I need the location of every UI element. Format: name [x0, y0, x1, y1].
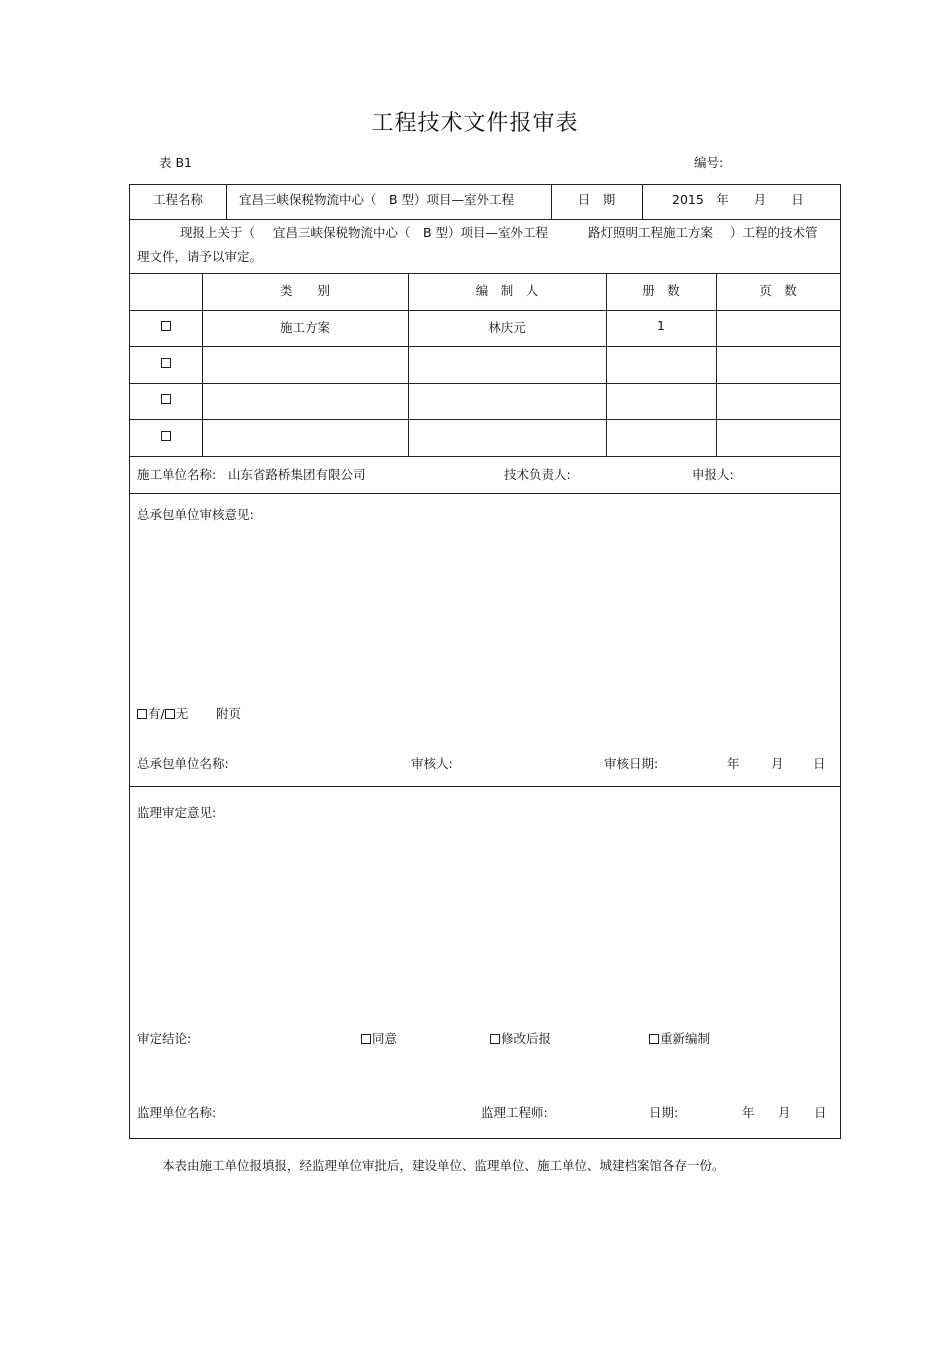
gc-name-label: 总承包单位名称:: [137, 756, 229, 771]
row-divider: [130, 456, 840, 457]
row-checkbox[interactable]: [130, 391, 202, 406]
col-divider: [606, 273, 607, 456]
tech-lead-label: 技术负责人:: [504, 467, 571, 482]
table-cell-volumes: 1: [657, 318, 665, 333]
row-checkbox[interactable]: [130, 428, 202, 443]
supervision-year: 年: [742, 1105, 755, 1120]
header-volumes: 册 数: [642, 283, 680, 298]
gc-review-date-label: 审核日期:: [604, 756, 659, 771]
declaration-plan: 路灯照明工程施工方案: [588, 225, 714, 240]
option-agree[interactable]: [361, 1029, 397, 1047]
review-form: [129, 184, 841, 1139]
table-cell-category: 施工方案: [279, 320, 330, 335]
supervision-opinion-label: 监理审定意见:: [137, 805, 217, 820]
supervision-engineer-label: 监理工程师:: [481, 1105, 548, 1120]
row-divider: [130, 219, 840, 220]
contractor-name-label: 施工单位名称:: [137, 467, 217, 482]
row-divider: [130, 383, 840, 384]
col-divider: [202, 273, 203, 456]
row-divider: [130, 310, 840, 311]
row-divider: [130, 346, 840, 347]
declaration-project: 宜昌三峡保税物流中心（ B 型）项目—室外工程: [273, 225, 549, 240]
supervision-unit-label: 监理单位名称:: [137, 1105, 217, 1120]
header-author: 编 制 人: [475, 283, 539, 298]
contractor-name-value: 山东省路桥集团有限公司: [228, 467, 366, 482]
col-divider: [642, 185, 643, 219]
gc-day: 日: [813, 756, 826, 771]
footer-note: 本表由施工单位报填报，经监理单位审批后，建设单位、监理单位、施工单位、城建档案馆各存一份。: [162, 1158, 725, 1173]
declaration-suffix: ）工程的技术管: [730, 225, 818, 240]
header-pages: 页 数: [759, 283, 797, 298]
serial-number-label: 编号:: [694, 155, 724, 170]
gc-year: 年: [727, 756, 740, 771]
none-label: 无: [175, 706, 189, 721]
declaration-line2: 理文件，请予以审定。: [137, 249, 263, 264]
header-category: 类 别: [279, 283, 330, 298]
reporter-label: 申报人:: [692, 467, 734, 482]
no-attachment-checkbox[interactable]: [165, 709, 175, 719]
revise-label: 修改后报: [501, 1031, 552, 1046]
row-checkbox[interactable]: [130, 355, 202, 370]
col-divider: [716, 273, 717, 456]
row-divider: [130, 273, 840, 274]
recompile-checkbox[interactable]: [649, 1034, 659, 1044]
row-divider: [130, 419, 840, 420]
col-divider: [408, 273, 409, 456]
project-name-value: 宜昌三峡保税物流中心（ B 型）项目—室外工程: [239, 192, 515, 207]
supervision-day: 日: [814, 1105, 827, 1120]
table-cell-author: 林庆元: [488, 320, 526, 335]
conclusion-label: 审定结论:: [137, 1031, 192, 1046]
gc-opinion-label: 总承包单位审核意见:: [137, 507, 254, 522]
has-attachment-checkbox[interactable]: [137, 709, 147, 719]
option-revise[interactable]: [490, 1029, 551, 1047]
date-label: 日 期: [577, 192, 616, 207]
row-checkbox[interactable]: [130, 318, 202, 333]
agree-checkbox[interactable]: [361, 1034, 371, 1044]
table-number: 表 B1: [159, 155, 193, 170]
section-divider: [130, 786, 840, 787]
date-value: 2015 年 月 日: [672, 192, 804, 207]
agree-label: 同意: [372, 1031, 398, 1046]
recompile-label: 重新编制: [660, 1031, 711, 1046]
gc-month: 月: [771, 756, 784, 771]
option-recompile[interactable]: [649, 1029, 710, 1047]
attachment-label: 附页: [216, 706, 242, 721]
revise-checkbox[interactable]: [490, 1034, 500, 1044]
row-divider: [130, 493, 840, 494]
supervision-date-label: 日期:: [649, 1105, 679, 1120]
supervision-month: 月: [778, 1105, 791, 1120]
form-title: 工程技术文件报审表: [371, 111, 579, 136]
gc-reviewer-label: 审核人:: [411, 756, 453, 771]
attachment-row: [137, 704, 188, 722]
has-label: 有/: [148, 706, 165, 721]
col-divider: [226, 185, 227, 219]
project-name-label: 工程名称: [152, 192, 203, 207]
declaration-prefix: 现报上关于（: [180, 225, 256, 240]
